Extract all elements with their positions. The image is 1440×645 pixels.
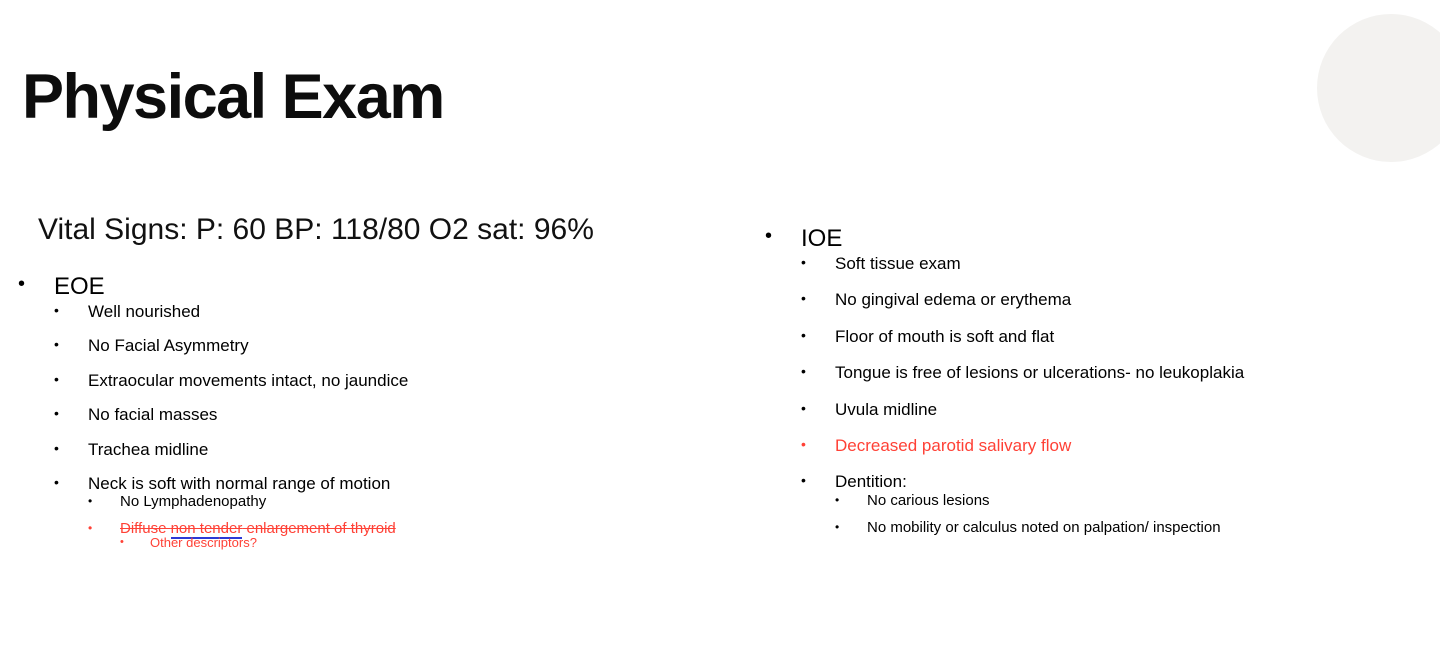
list-item — [54, 440, 708, 460]
bullet-icon: • — [54, 405, 59, 422]
ioe-list — [765, 224, 1425, 535]
list-item — [54, 302, 708, 322]
ioe-item-3: Tongue is free of lesions or ulcerations- no leukoplakia — [835, 363, 1245, 383]
eoe-item-0: Well nourished — [88, 302, 201, 321]
ioe-item-2: Floor of mouth is soft and flat — [835, 326, 1055, 346]
list-item — [765, 224, 1425, 535]
decorative-circle — [1317, 14, 1440, 162]
thyroid-sublist — [120, 536, 708, 549]
eoe-sublist — [54, 302, 708, 549]
bullet-icon: • — [54, 439, 59, 456]
bullet-icon: • — [801, 435, 806, 452]
bullet-icon: • — [88, 494, 93, 509]
bullet-icon: • — [54, 302, 59, 318]
left-column — [18, 272, 708, 563]
eoe-item-2: Extraocular movements intact, no jaundice — [88, 370, 409, 390]
bullet-icon: • — [801, 363, 806, 380]
bullet-icon: • — [801, 290, 806, 307]
list-item — [835, 520, 1425, 535]
dentition-label: Dentition: — [835, 472, 907, 492]
eoe-item-5: Neck is soft with normal range of motion — [88, 473, 391, 493]
list-item — [801, 363, 1425, 383]
eoe-item-4: Trachea midline — [88, 439, 209, 459]
ioe-item-0: Soft tissue exam — [835, 254, 961, 273]
thyroid-finding — [120, 521, 396, 536]
right-column — [765, 224, 1425, 553]
list-item — [120, 536, 708, 549]
bullet-icon: • — [835, 492, 840, 507]
list-item — [801, 472, 1425, 534]
ioe-sublist — [801, 254, 1425, 535]
ioe-heading: IOE — [801, 225, 843, 252]
bullet-icon: • — [54, 370, 59, 387]
bullet-icon: • — [835, 519, 840, 534]
bullet-icon: • — [88, 521, 93, 536]
bullet-icon: • — [801, 472, 806, 489]
list-item — [835, 493, 1425, 508]
list-item — [801, 254, 1425, 274]
list-item — [801, 290, 1425, 310]
dentition-item-1: No mobility or calculus noted on palpation/ inspection — [867, 518, 1221, 536]
bullet-icon: • — [18, 273, 26, 295]
eoe-item-3: No facial masses — [88, 405, 218, 425]
dentition-sublist — [835, 493, 1425, 535]
bullet-icon: • — [801, 326, 806, 343]
dentition-item-0: No carious lesions — [867, 491, 990, 509]
list-item — [54, 371, 708, 391]
bullet-icon: • — [54, 336, 59, 353]
eoe-heading: EOE — [54, 273, 105, 300]
bullet-icon: • — [801, 399, 806, 416]
list-item — [801, 400, 1425, 420]
eoe-item-1: No Facial Asymmetry — [88, 336, 249, 356]
list-item — [801, 436, 1425, 456]
other-descriptors: Other descriptors? — [150, 535, 257, 551]
bullet-icon: • — [765, 225, 773, 247]
neck-item-0: No Lymphadenopathy — [120, 493, 267, 511]
page-title: Physical Exam — [22, 62, 444, 133]
thyroid-post: enlargement of thyroid — [242, 520, 396, 538]
parotid-flow-finding: Decreased parotid salivary flow — [835, 435, 1072, 455]
bullet-icon: • — [54, 473, 59, 490]
list-item — [54, 474, 708, 549]
bullet-icon: • — [120, 536, 124, 549]
bullet-icon: • — [801, 254, 806, 270]
eoe-list — [18, 272, 708, 549]
vital-signs-line: Vital Signs: P: 60 BP: 118/80 O2 sat: 96% — [38, 213, 594, 246]
list-item — [18, 272, 708, 549]
neck-sublist — [88, 494, 708, 549]
list-item — [801, 327, 1425, 347]
thyroid-underlined: non tender — [170, 520, 243, 538]
list-item — [88, 521, 708, 549]
ioe-item-1: No gingival edema or erythema — [835, 290, 1072, 310]
list-item — [54, 336, 708, 356]
list-item — [54, 405, 708, 425]
ioe-item-4: Uvula midline — [835, 399, 938, 419]
list-item — [88, 494, 708, 509]
thyroid-pre: Diffuse — [120, 520, 171, 538]
